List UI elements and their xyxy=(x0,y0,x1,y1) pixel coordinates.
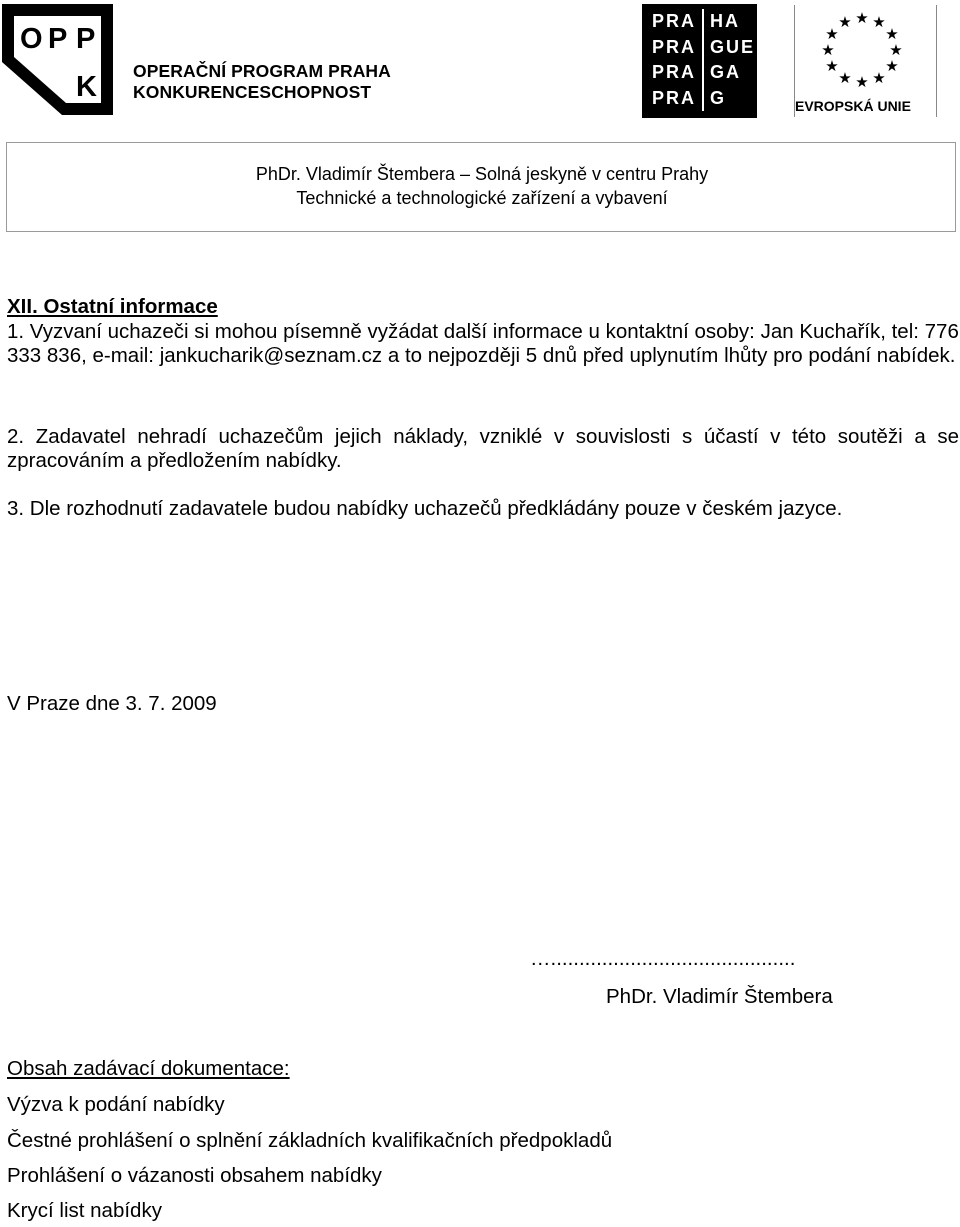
contents-item: Prohlášení o vázanosti obsahem nabídky xyxy=(7,1164,382,1187)
praha-logo-row xyxy=(652,35,756,61)
paragraph-2: 2. Zadavatel nehradí uchazečům jejich náklady, vzniklé v souvislosti s účastí v této soutěži a se zpracováním a předložením nabídky. xyxy=(7,425,959,472)
svg-text:★: ★ xyxy=(855,9,869,27)
opp-mark-letter-k: K xyxy=(76,71,97,103)
eu-stars-icon xyxy=(815,6,910,91)
place-date: V Praze dne 3. 7. 2009 xyxy=(7,692,217,715)
svg-text:★: ★ xyxy=(825,57,839,75)
signature-name: PhDr. Vladimír Štembera xyxy=(606,985,833,1008)
opp-title xyxy=(133,61,391,103)
document-title: PhDr. Vladimír Štembera – Solná jeskyně v centru Prahy xyxy=(255,164,709,184)
svg-text:★: ★ xyxy=(885,25,899,43)
praha-logo-right: GA xyxy=(702,60,752,86)
contents-item: Čestné prohlášení o splnění základních kvalifikačních předpokladů xyxy=(7,1129,613,1152)
opp-mark-icon xyxy=(0,2,115,117)
opp-mark-letter-p1: P xyxy=(48,23,68,55)
svg-text:★: ★ xyxy=(855,73,869,91)
praha-logo xyxy=(642,4,757,118)
svg-text:★: ★ xyxy=(872,69,886,87)
praha-logo-left: PRA xyxy=(652,11,697,32)
section-heading: XII. Ostatní informace xyxy=(7,295,218,318)
opp-logo xyxy=(0,0,420,122)
praha-logo-grid xyxy=(652,9,756,111)
contents-item: Krycí list nabídky xyxy=(7,1199,162,1222)
title-box xyxy=(6,142,956,232)
opp-mark-letter-p2: P xyxy=(76,23,96,55)
praha-logo-right: G xyxy=(702,86,752,112)
praha-logo-right: GUE xyxy=(702,35,752,61)
paragraph-1: 1. Vyzvaní uchazeči si mohou písemně vyžádat další informace u kontaktní osoby: Jan Kuchařík, tel: 776 333 836, e-mail: jankucharik@seznam.cz a to nejpozději 5 dnů před uplynutím lhůty pro podání nabídek. xyxy=(7,320,959,367)
contents-item: Výzva k podání nabídky xyxy=(7,1093,225,1116)
signature-line: …........................................... xyxy=(530,947,796,970)
praha-logo-left: PRA xyxy=(652,87,697,108)
opp-title-line2: KONKURENCESCHOPNOST xyxy=(133,82,372,102)
svg-text:★: ★ xyxy=(821,41,835,59)
opp-mark-letter-o: O xyxy=(20,23,43,55)
praha-logo-right: HA xyxy=(702,9,752,35)
praha-logo-row xyxy=(652,60,752,86)
praha-logo-row xyxy=(652,86,752,112)
svg-text:★: ★ xyxy=(825,25,839,43)
eu-logo-right-line xyxy=(936,5,937,117)
praha-logo-left: PRA xyxy=(652,36,697,57)
svg-text:★: ★ xyxy=(889,41,903,59)
opp-title-line1: OPERAČNÍ PROGRAM PRAHA xyxy=(133,61,391,81)
svg-text:★: ★ xyxy=(838,69,852,87)
svg-text:★: ★ xyxy=(838,13,852,31)
document-subtitle: Technické a technologické zařízení a vybavení xyxy=(296,188,668,208)
eu-label: EVROPSKÁ UNIE xyxy=(795,98,911,114)
contents-heading: Obsah zadávací dokumentace: xyxy=(7,1057,290,1080)
praha-logo-row xyxy=(652,9,752,35)
praha-logo-left: PRA xyxy=(652,62,697,83)
svg-text:★: ★ xyxy=(872,13,886,31)
svg-text:★: ★ xyxy=(885,57,899,75)
paragraph-3: 3. Dle rozhodnutí zadavatele budou nabídky uchazečů předkládány pouze v českém jazyce. xyxy=(7,497,843,520)
